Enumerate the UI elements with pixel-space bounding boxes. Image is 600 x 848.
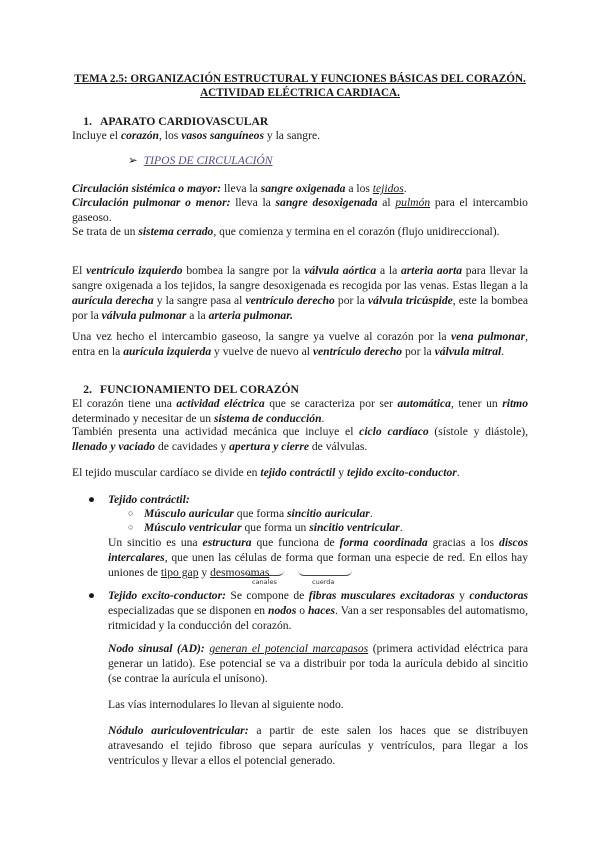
paragraph-left-ventricle: El ventrículo izquierdo bombea la sangre por la válvula aórtica a la arteria aorta para llevar la sangre oxigenada a los tejidos, la sangre desoxigenada es recogida por las venas. Estas llegan a la aurícula derecha y la sangre pasa al ventrículo derecho por la válvula tricúspide, este la bombea por la válvula pulmonar a la arteria pulmonar.	[72, 264, 529, 322]
bullet-contractile-tissue: ● Tejido contráctil:	[88, 493, 190, 506]
bullet-dot-icon: ●	[88, 493, 96, 506]
list-item-atrial-muscle: ○ Músculo auricular que forma sincitio auricular.	[128, 507, 373, 520]
bullet-dot-icon: ●	[88, 589, 96, 602]
paragraph-av-node: Nódulo auriculoventricular: a partir de este salen los haces que se distribuyen atravesando el tejido fibroso que separa aurículas y ventrículos, para llegar a los ventrículos y llevar a ellos el potencial generado.	[108, 724, 528, 767]
paragraph-tissue-types: El tejido muscular cardíaco se divide en tejido contráctil y tejido excito-conductor.	[72, 466, 460, 479]
document-title	[70, 72, 530, 100]
title-line-2: ACTIVIDAD ELÉCTRICA CARDIACA.	[200, 87, 400, 99]
paragraph-pulmonary-circulation: Circulación pulmonar o menor: lleva la sangre desoxigenada al pulmón para el intercambio gaseoso.	[72, 196, 528, 224]
arrow-bullet-icon: ➢	[128, 154, 138, 167]
section-1-heading	[72, 114, 528, 129]
section-1-intro: Incluye el corazón, los vasos sanguíneos y la sangre.	[72, 129, 321, 142]
circle-bullet-icon: ○	[128, 522, 134, 532]
paragraph-sinus-node: Nodo sinusal (AD): generan el potencial marcapasos (primera actividad eléctrica para generar un latido). Ese potencial se va a distribuir por toda la aurícula debido al sincitio (se contrae la aurícula el unísono).	[108, 642, 529, 685]
section-2-heading	[72, 382, 528, 397]
handwritten-note-rope: cuerda	[312, 578, 335, 586]
paragraph-electrical-activity: El corazón tiene una actividad eléctrica que se caracteriza por ser automática, tener un ritmo determinado y necesitar de un sistema de conducción.	[72, 397, 528, 425]
paragraph-gas-exchange: Una vez hecho el intercambio gaseoso, la sangre ya vuelve al corazón por la vena pulmonar, entra en la aurícula izquierda y vuelve de nuevo al ventrículo derecho por la válvula mitral.	[72, 330, 528, 358]
paragraph-mechanical-activity: También presenta una actividad mecánica que incluye el ciclo cardíaco (sístole y diástole), llenado y vaciado de cavidades y apertura y cierre de válvulas.	[72, 425, 528, 453]
section-number: 2.	[83, 383, 92, 396]
title-line-1: TEMA 2.5: ORGANIZACIÓN ESTRUCTURAL Y FUNCIONES BÁSICAS DEL CORAZÓN.	[74, 73, 526, 85]
handwritten-note-channels: canales	[252, 578, 277, 586]
section-title: FUNCIONAMIENTO DEL CORAZÓN	[100, 383, 299, 396]
circle-bullet-icon: ○	[128, 508, 134, 518]
paragraph-systemic-circulation: Circulación sistémica o mayor: lleva la sangre oxigenada a los tejidos.	[72, 182, 407, 195]
section-number: 1.	[83, 115, 92, 128]
subheading-circulation-types: ➢ TIPOS DE CIRCULACIÓN	[128, 154, 273, 167]
paragraph-closed-system: Se trata de un sistema cerrado, que comienza y termina en el corazón (flujo unidireccional).	[72, 225, 500, 238]
section-title: APARATO CARDIOVASCULAR	[100, 115, 269, 128]
list-item-ventricular-muscle: ○ Músculo ventricular que forma un sincitio ventricular.	[128, 521, 403, 534]
paragraph-syncytium: Un sincitio es una estructura que funciona de forma coordinada gracias a los discos intercalares, que unen las células de forma que forman una especie de red. En ellos hay uniones de tipo gap y desmosomas.	[108, 536, 528, 579]
bullet-excito-conductor-tissue: ● Tejido excito-conductor: Se compone de fibras musculares excitadoras y conductoras especializadas que se disponen en nodos o haces. Van a ser responsables del automatismo, ritmicidad y la conducción del corazón.	[88, 589, 529, 632]
paragraph-internodal-pathways: Las vías internodulares lo llevan al siguiente nodo.	[108, 698, 344, 711]
